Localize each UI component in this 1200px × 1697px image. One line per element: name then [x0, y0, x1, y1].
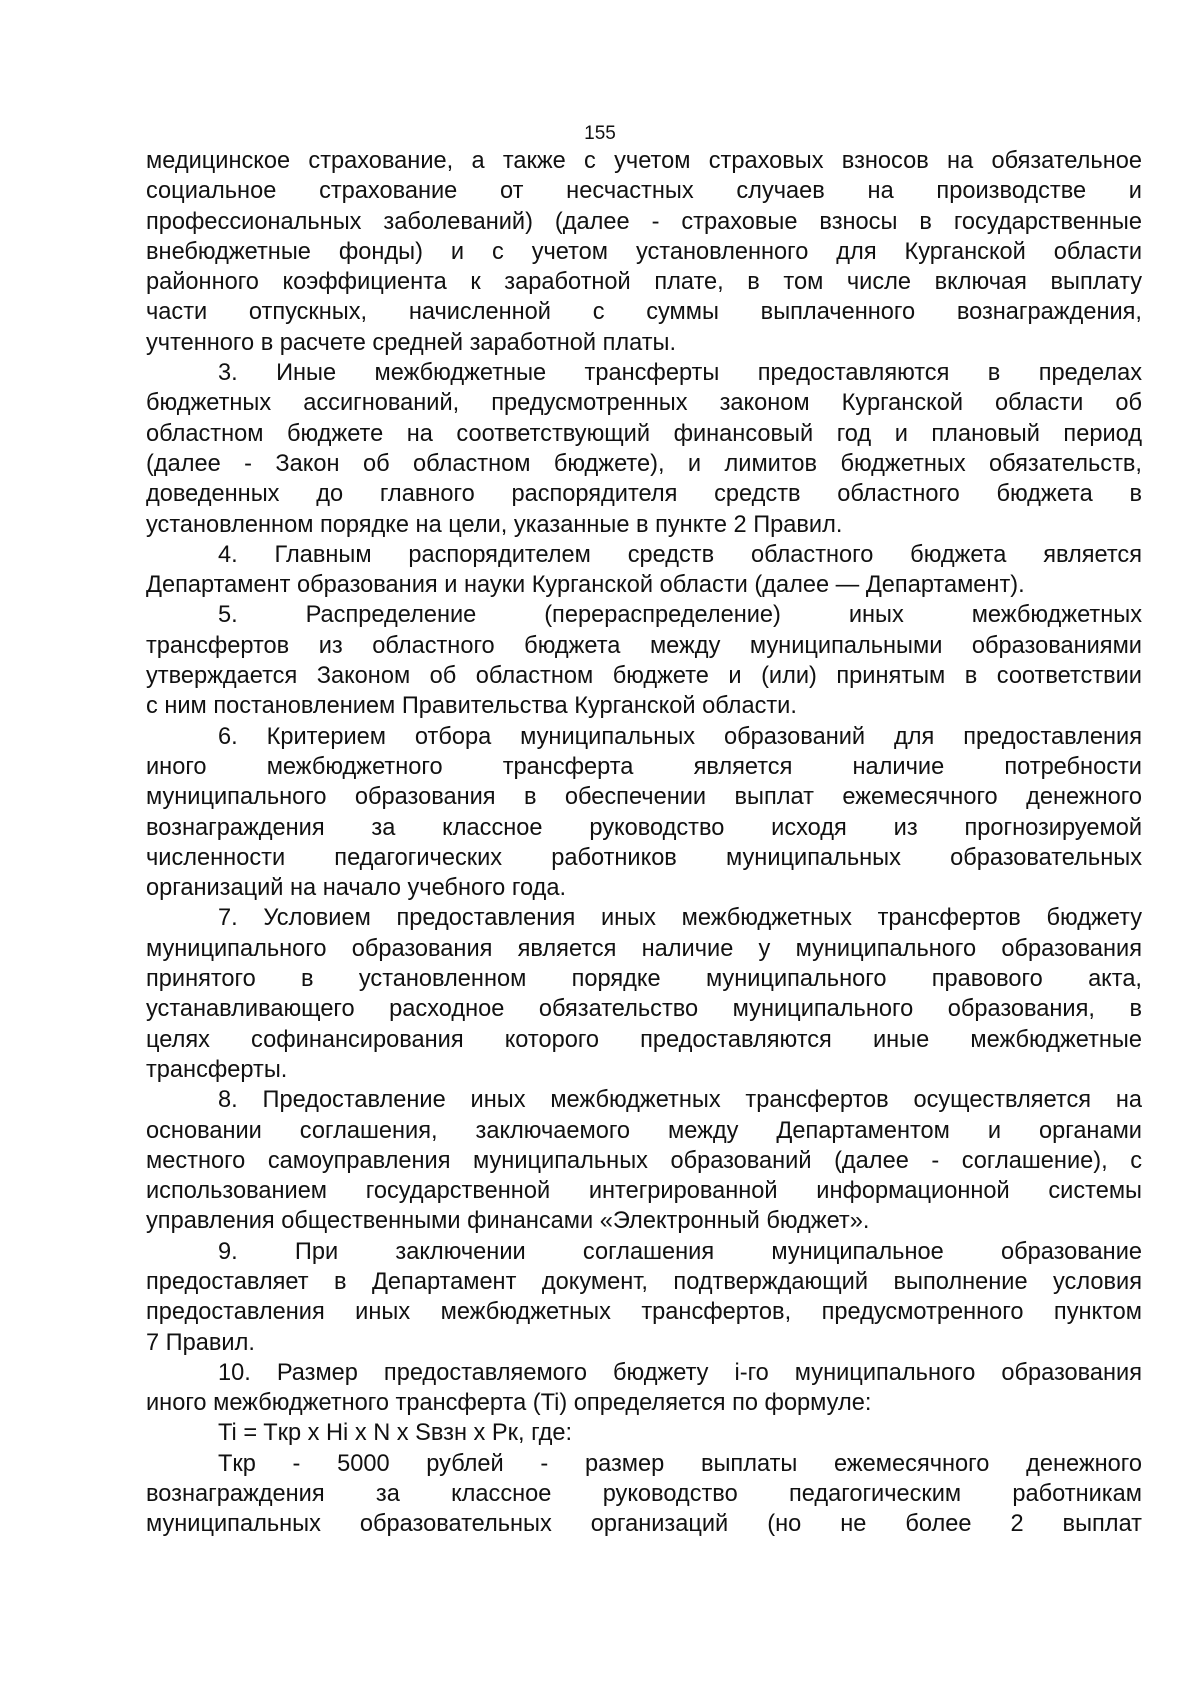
- text-line: местного самоуправления муниципальных образований (далее - соглашение), с: [146, 1147, 1142, 1174]
- text-line: иного межбюджетного трансферта (Ti) определяется по формуле:: [146, 1390, 872, 1417]
- text-line: основании соглашения, заключаемого между Департаментом и органами: [146, 1117, 1142, 1144]
- formula-line: Ti = Tкр x Hi x N x Sвзн x Pк, где:: [218, 1420, 573, 1447]
- text-line: профессиональных заболеваний) (далее - страховые взносы в государственные: [146, 208, 1142, 235]
- text-line: части отпускных, начисленной с суммы выплаченного вознаграждения,: [146, 299, 1142, 326]
- text-line: установленном порядке на цели, указанные в пункте 2 Правил.: [146, 511, 843, 538]
- text-line: вознаграждения за классное руководство педагогическим работникам: [146, 1481, 1142, 1508]
- text-line: социальное страхование от несчастных случаев на производстве и: [146, 178, 1142, 205]
- text-line: использованием государственной интегрированной информационной системы: [146, 1178, 1142, 1205]
- text-line: численности педагогических работников муниципальных образовательных: [146, 844, 1142, 871]
- text-line: трансфертов из областного бюджета между муниципальными образованиями: [146, 632, 1142, 659]
- paragraph-9-start: 9. При заключении соглашения муниципальное образование: [218, 1238, 1142, 1265]
- text-line: устанавливающего расходное обязательство муниципального образования, в: [146, 996, 1142, 1023]
- text-line: с ним постановлением Правительства Курганской области.: [146, 693, 797, 720]
- text-line: доведенных до главного распорядителя средств областного бюджета в: [146, 481, 1142, 508]
- text-line: целях софинансирования которого предоставляются иные межбюджетные: [146, 1026, 1142, 1053]
- text-line: районного коэффициента к заработной плате, в том числе включая выплату: [146, 269, 1142, 296]
- text-line: медицинское страхование, а также с учетом страховых взносов на обязательное: [146, 148, 1142, 174]
- text-line: муниципального образования в обеспечении выплат ежемесячного денежного: [146, 784, 1142, 811]
- text-line: Департамент образования и науки Курганской области (далее — Департамент).: [146, 572, 1025, 599]
- text-line: иного межбюджетного трансферта является наличие потребности: [146, 753, 1142, 780]
- paragraph-8-start: 8. Предоставление иных межбюджетных трансфертов осуществляется на: [218, 1087, 1142, 1114]
- text-line: муниципальных образовательных организаций (но не более 2 выплат: [146, 1511, 1142, 1538]
- text-line: предоставляет в Департамент документ, подтверждающий выполнение условия: [146, 1268, 1142, 1295]
- text-line: утверждается Законом об областном бюджете и (или) принятым в соответствии: [146, 663, 1142, 690]
- text-line: принятого в установленном порядке муниципального правового акта,: [146, 966, 1142, 993]
- paragraph-5-start: 5. Распределение (перераспределение) иных межбюджетных: [218, 602, 1142, 629]
- text-line: вознаграждения за классное руководство исходя из прогнозируемой: [146, 814, 1142, 841]
- document-body: [146, 146, 1142, 1540]
- text-line: внебюджетные фонды) и с учетом установленного для Курганской области: [146, 238, 1142, 265]
- text-line: муниципального образования является наличие у муниципального образования: [146, 935, 1142, 962]
- text-line: бюджетных ассигнований, предусмотренных законом Курганской области об: [146, 390, 1142, 417]
- text-line: учтенного в расчете средней заработной платы.: [146, 329, 677, 356]
- paragraph-7-start: 7. Условием предоставления иных межбюджетных трансфертов бюджету: [218, 905, 1142, 932]
- paragraph-6-start: 6. Критерием отбора муниципальных образований для предоставления: [218, 723, 1142, 750]
- text-line: организаций на начало учебного года.: [146, 875, 566, 902]
- page-number: 155: [584, 123, 616, 144]
- text-line: 7 Правил.: [146, 1329, 255, 1356]
- text-line: трансферты.: [146, 1056, 288, 1083]
- paragraph-4-start: 4. Главным распорядителем средств областного бюджета является: [218, 541, 1142, 568]
- paragraph-3-start: 3. Иные межбюджетные трансферты предоставляются в пределах: [218, 360, 1142, 387]
- paragraph-10-start: 10. Размер предоставляемого бюджету i-го муниципального образования: [218, 1359, 1142, 1386]
- text-line: областном бюджете на соответствующий финансовый год и плановый период: [146, 420, 1142, 447]
- text-line: управления общественными финансами «Электронный бюджет».: [146, 1208, 870, 1235]
- text-line: (далее - Закон об областном бюджете), и лимитов бюджетных обязательств,: [146, 450, 1142, 477]
- formula-definition-start: Tкр - 5000 рублей - размер выплаты ежемесячного денежного: [218, 1450, 1142, 1477]
- text-line: предоставления иных межбюджетных трансфертов, предусмотренного пунктом: [146, 1299, 1142, 1326]
